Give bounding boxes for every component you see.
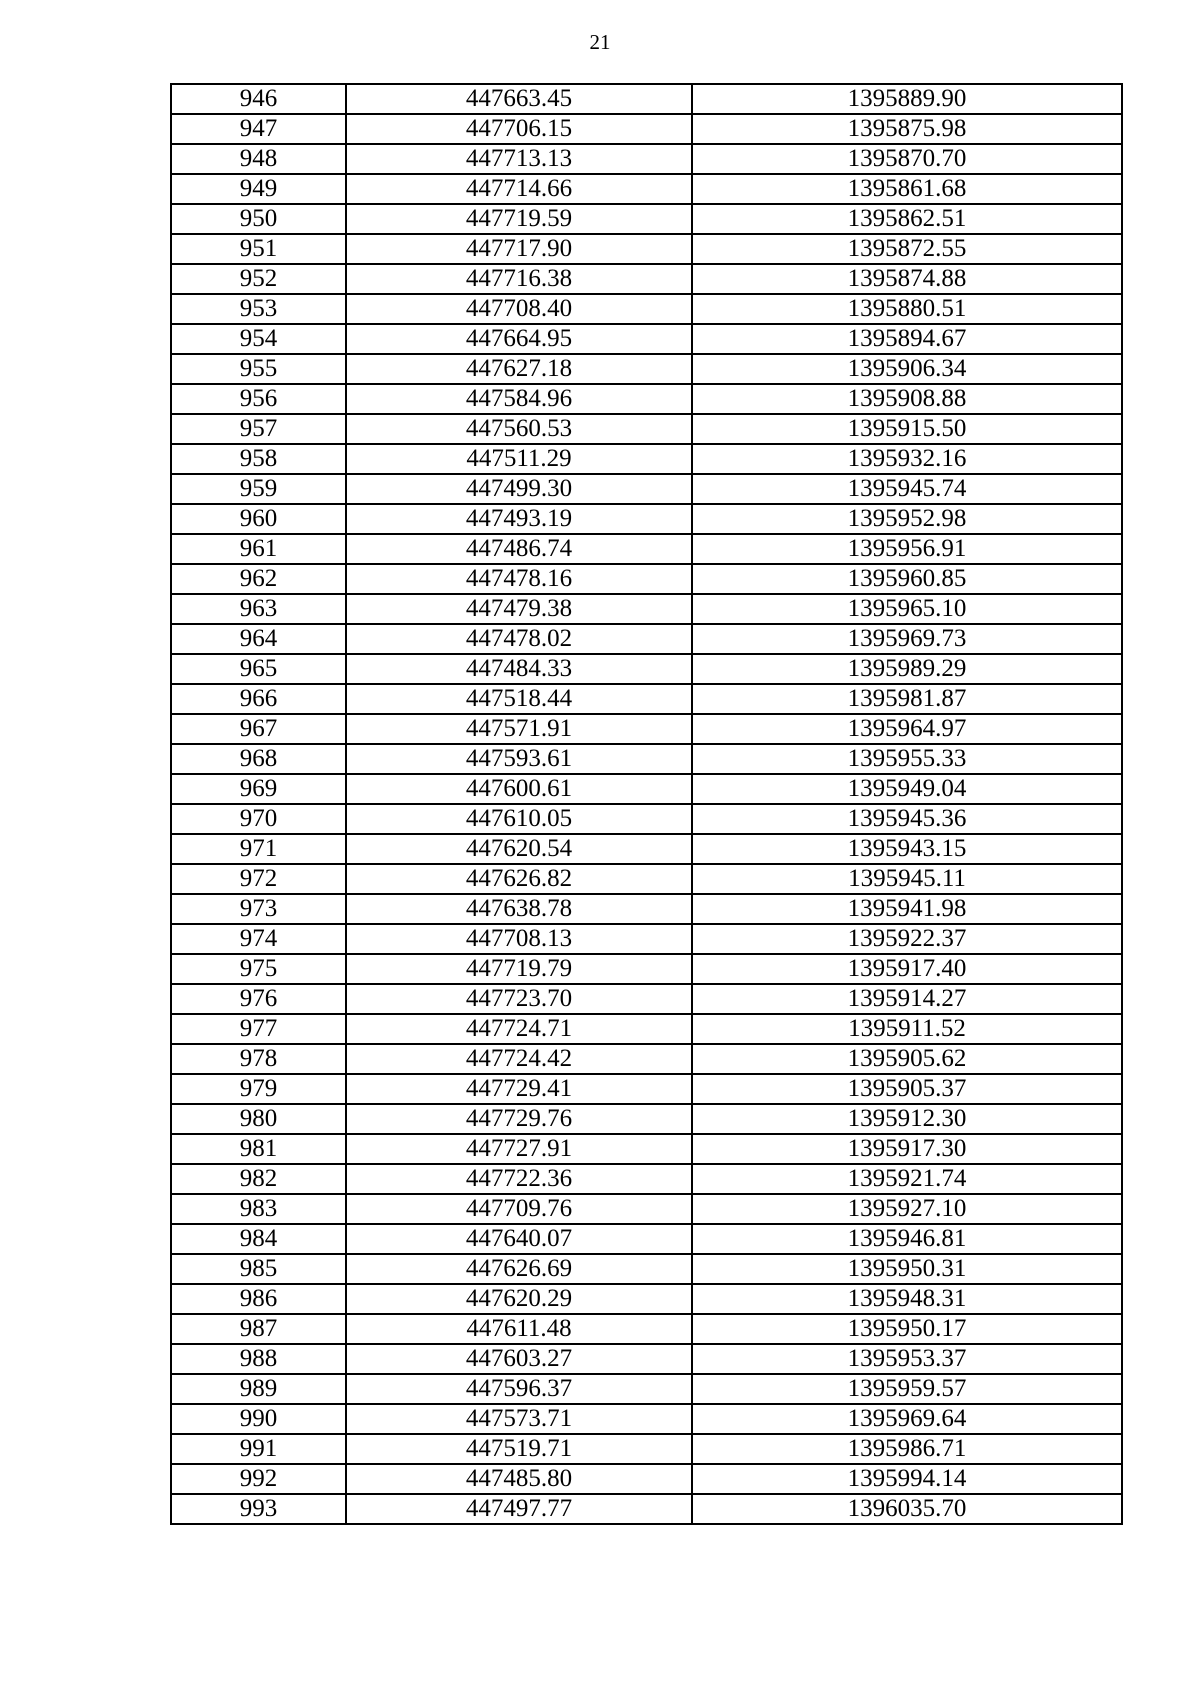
point-number-cell: 985 xyxy=(171,1254,346,1284)
y-coordinate-cell: 1395917.30 xyxy=(692,1134,1122,1164)
point-number-cell: 955 xyxy=(171,354,346,384)
table-row xyxy=(171,1404,1122,1434)
table-row xyxy=(171,1104,1122,1134)
point-number-cell: 961 xyxy=(171,534,346,564)
y-coordinate-cell: 1395927.10 xyxy=(692,1194,1122,1224)
y-coordinate-cell: 1395915.50 xyxy=(692,414,1122,444)
y-coordinate-cell: 1395943.15 xyxy=(692,834,1122,864)
table-row xyxy=(171,1374,1122,1404)
point-number-cell: 968 xyxy=(171,744,346,774)
table-row xyxy=(171,1284,1122,1314)
y-coordinate-cell: 1395906.34 xyxy=(692,354,1122,384)
y-coordinate-cell: 1395870.70 xyxy=(692,144,1122,174)
table-row xyxy=(171,1344,1122,1374)
point-number-cell: 991 xyxy=(171,1434,346,1464)
y-coordinate-cell: 1395981.87 xyxy=(692,684,1122,714)
point-number-cell: 957 xyxy=(171,414,346,444)
x-coordinate-cell: 447584.96 xyxy=(346,384,692,414)
point-number-cell: 989 xyxy=(171,1374,346,1404)
table-row xyxy=(171,204,1122,234)
point-number-cell: 981 xyxy=(171,1134,346,1164)
y-coordinate-cell: 1395861.68 xyxy=(692,174,1122,204)
point-number-cell: 972 xyxy=(171,864,346,894)
table-row xyxy=(171,804,1122,834)
y-coordinate-cell: 1395921.74 xyxy=(692,1164,1122,1194)
y-coordinate-cell: 1395905.37 xyxy=(692,1074,1122,1104)
table-row xyxy=(171,294,1122,324)
point-number-cell: 948 xyxy=(171,144,346,174)
x-coordinate-cell: 447663.45 xyxy=(346,84,692,114)
y-coordinate-cell: 1395986.71 xyxy=(692,1434,1122,1464)
y-coordinate-cell: 1395948.31 xyxy=(692,1284,1122,1314)
y-coordinate-cell: 1395949.04 xyxy=(692,774,1122,804)
x-coordinate-cell: 447706.15 xyxy=(346,114,692,144)
y-coordinate-cell: 1395880.51 xyxy=(692,294,1122,324)
table-row xyxy=(171,84,1122,114)
point-number-cell: 956 xyxy=(171,384,346,414)
x-coordinate-cell: 447638.78 xyxy=(346,894,692,924)
x-coordinate-cell: 447709.76 xyxy=(346,1194,692,1224)
y-coordinate-cell: 1395955.33 xyxy=(692,744,1122,774)
table-row xyxy=(171,1194,1122,1224)
point-number-cell: 976 xyxy=(171,984,346,1014)
x-coordinate-cell: 447719.79 xyxy=(346,954,692,984)
y-coordinate-cell: 1395994.14 xyxy=(692,1464,1122,1494)
x-coordinate-cell: 447571.91 xyxy=(346,714,692,744)
point-number-cell: 983 xyxy=(171,1194,346,1224)
x-coordinate-cell: 447610.05 xyxy=(346,804,692,834)
x-coordinate-cell: 447714.66 xyxy=(346,174,692,204)
table-row xyxy=(171,1134,1122,1164)
x-coordinate-cell: 447724.71 xyxy=(346,1014,692,1044)
point-number-cell: 969 xyxy=(171,774,346,804)
y-coordinate-cell: 1396035.70 xyxy=(692,1494,1122,1524)
point-number-cell: 966 xyxy=(171,684,346,714)
x-coordinate-cell: 447664.95 xyxy=(346,324,692,354)
x-coordinate-cell: 447722.36 xyxy=(346,1164,692,1194)
point-number-cell: 959 xyxy=(171,474,346,504)
point-number-cell: 946 xyxy=(171,84,346,114)
y-coordinate-cell: 1395872.55 xyxy=(692,234,1122,264)
point-number-cell: 975 xyxy=(171,954,346,984)
y-coordinate-cell: 1395889.90 xyxy=(692,84,1122,114)
point-number-cell: 949 xyxy=(171,174,346,204)
table-row xyxy=(171,984,1122,1014)
point-number-cell: 988 xyxy=(171,1344,346,1374)
y-coordinate-cell: 1395950.17 xyxy=(692,1314,1122,1344)
table-row xyxy=(171,384,1122,414)
point-number-cell: 967 xyxy=(171,714,346,744)
point-number-cell: 970 xyxy=(171,804,346,834)
y-coordinate-cell: 1395875.98 xyxy=(692,114,1122,144)
y-coordinate-cell: 1395969.64 xyxy=(692,1404,1122,1434)
table-row xyxy=(171,1464,1122,1494)
x-coordinate-cell: 447560.53 xyxy=(346,414,692,444)
point-number-cell: 977 xyxy=(171,1014,346,1044)
table-row xyxy=(171,624,1122,654)
table-row xyxy=(171,564,1122,594)
y-coordinate-cell: 1395950.31 xyxy=(692,1254,1122,1284)
y-coordinate-cell: 1395917.40 xyxy=(692,954,1122,984)
point-number-cell: 982 xyxy=(171,1164,346,1194)
table-row xyxy=(171,1254,1122,1284)
point-number-cell: 993 xyxy=(171,1494,346,1524)
x-coordinate-cell: 447573.71 xyxy=(346,1404,692,1434)
y-coordinate-cell: 1395912.30 xyxy=(692,1104,1122,1134)
table-row xyxy=(171,1224,1122,1254)
point-number-cell: 952 xyxy=(171,264,346,294)
point-number-cell: 971 xyxy=(171,834,346,864)
table-row xyxy=(171,174,1122,204)
x-coordinate-cell: 447497.77 xyxy=(346,1494,692,1524)
point-number-cell: 962 xyxy=(171,564,346,594)
table-row xyxy=(171,594,1122,624)
x-coordinate-cell: 447708.13 xyxy=(346,924,692,954)
y-coordinate-cell: 1395969.73 xyxy=(692,624,1122,654)
x-coordinate-cell: 447724.42 xyxy=(346,1044,692,1074)
table-row xyxy=(171,1164,1122,1194)
x-coordinate-cell: 447519.71 xyxy=(346,1434,692,1464)
point-number-cell: 986 xyxy=(171,1284,346,1314)
point-number-cell: 979 xyxy=(171,1074,346,1104)
y-coordinate-cell: 1395965.10 xyxy=(692,594,1122,624)
y-coordinate-cell: 1395945.74 xyxy=(692,474,1122,504)
y-coordinate-cell: 1395874.88 xyxy=(692,264,1122,294)
table-row xyxy=(171,534,1122,564)
table-row xyxy=(171,1314,1122,1344)
table-row xyxy=(171,1494,1122,1524)
y-coordinate-cell: 1395932.16 xyxy=(692,444,1122,474)
table-row xyxy=(171,654,1122,684)
page-number: 21 xyxy=(589,30,611,54)
y-coordinate-cell: 1395956.91 xyxy=(692,534,1122,564)
x-coordinate-cell: 447713.13 xyxy=(346,144,692,174)
point-number-cell: 990 xyxy=(171,1404,346,1434)
point-number-cell: 978 xyxy=(171,1044,346,1074)
point-number-cell: 992 xyxy=(171,1464,346,1494)
x-coordinate-cell: 447611.48 xyxy=(346,1314,692,1344)
point-number-cell: 950 xyxy=(171,204,346,234)
table-row xyxy=(171,894,1122,924)
coordinates-table-body xyxy=(171,84,1122,1524)
x-coordinate-cell: 447729.76 xyxy=(346,1104,692,1134)
point-number-cell: 953 xyxy=(171,294,346,324)
y-coordinate-cell: 1395945.11 xyxy=(692,864,1122,894)
table-row xyxy=(171,774,1122,804)
x-coordinate-cell: 447708.40 xyxy=(346,294,692,324)
y-coordinate-cell: 1395914.27 xyxy=(692,984,1122,1014)
x-coordinate-cell: 447486.74 xyxy=(346,534,692,564)
y-coordinate-cell: 1395946.81 xyxy=(692,1224,1122,1254)
point-number-cell: 958 xyxy=(171,444,346,474)
table-row xyxy=(171,1434,1122,1464)
table-row xyxy=(171,834,1122,864)
point-number-cell: 954 xyxy=(171,324,346,354)
x-coordinate-cell: 447478.02 xyxy=(346,624,692,654)
table-row xyxy=(171,954,1122,984)
y-coordinate-cell: 1395964.97 xyxy=(692,714,1122,744)
y-coordinate-cell: 1395952.98 xyxy=(692,504,1122,534)
table-row xyxy=(171,264,1122,294)
x-coordinate-cell: 447596.37 xyxy=(346,1374,692,1404)
y-coordinate-cell: 1395989.29 xyxy=(692,654,1122,684)
x-coordinate-cell: 447626.82 xyxy=(346,864,692,894)
y-coordinate-cell: 1395953.37 xyxy=(692,1344,1122,1374)
x-coordinate-cell: 447620.29 xyxy=(346,1284,692,1314)
x-coordinate-cell: 447626.69 xyxy=(346,1254,692,1284)
table-row xyxy=(171,354,1122,384)
table-row xyxy=(171,1044,1122,1074)
table-row xyxy=(171,1074,1122,1104)
table-row xyxy=(171,684,1122,714)
x-coordinate-cell: 447723.70 xyxy=(346,984,692,1014)
y-coordinate-cell: 1395862.51 xyxy=(692,204,1122,234)
x-coordinate-cell: 447499.30 xyxy=(346,474,692,504)
x-coordinate-cell: 447511.29 xyxy=(346,444,692,474)
point-number-cell: 987 xyxy=(171,1314,346,1344)
x-coordinate-cell: 447729.41 xyxy=(346,1074,692,1104)
y-coordinate-cell: 1395960.85 xyxy=(692,564,1122,594)
table-row xyxy=(171,744,1122,774)
table-row xyxy=(171,1014,1122,1044)
x-coordinate-cell: 447717.90 xyxy=(346,234,692,264)
table-row xyxy=(171,324,1122,354)
x-coordinate-cell: 447484.33 xyxy=(346,654,692,684)
table-row xyxy=(171,144,1122,174)
x-coordinate-cell: 447479.38 xyxy=(346,594,692,624)
y-coordinate-cell: 1395905.62 xyxy=(692,1044,1122,1074)
point-number-cell: 947 xyxy=(171,114,346,144)
y-coordinate-cell: 1395922.37 xyxy=(692,924,1122,954)
point-number-cell: 951 xyxy=(171,234,346,264)
x-coordinate-cell: 447727.91 xyxy=(346,1134,692,1164)
table-row xyxy=(171,714,1122,744)
point-number-cell: 974 xyxy=(171,924,346,954)
y-coordinate-cell: 1395911.52 xyxy=(692,1014,1122,1044)
point-number-cell: 960 xyxy=(171,504,346,534)
x-coordinate-cell: 447627.18 xyxy=(346,354,692,384)
point-number-cell: 973 xyxy=(171,894,346,924)
point-number-cell: 965 xyxy=(171,654,346,684)
table-row xyxy=(171,864,1122,894)
table-row xyxy=(171,414,1122,444)
x-coordinate-cell: 447593.61 xyxy=(346,744,692,774)
table-row xyxy=(171,474,1122,504)
y-coordinate-cell: 1395908.88 xyxy=(692,384,1122,414)
y-coordinate-cell: 1395894.67 xyxy=(692,324,1122,354)
x-coordinate-cell: 447518.44 xyxy=(346,684,692,714)
x-coordinate-cell: 447603.27 xyxy=(346,1344,692,1374)
x-coordinate-cell: 447620.54 xyxy=(346,834,692,864)
y-coordinate-cell: 1395945.36 xyxy=(692,804,1122,834)
point-number-cell: 964 xyxy=(171,624,346,654)
y-coordinate-cell: 1395959.57 xyxy=(692,1374,1122,1404)
x-coordinate-cell: 447485.80 xyxy=(346,1464,692,1494)
y-coordinate-cell: 1395941.98 xyxy=(692,894,1122,924)
point-number-cell: 963 xyxy=(171,594,346,624)
x-coordinate-cell: 447719.59 xyxy=(346,204,692,234)
x-coordinate-cell: 447600.61 xyxy=(346,774,692,804)
table-row xyxy=(171,444,1122,474)
table-row xyxy=(171,504,1122,534)
x-coordinate-cell: 447640.07 xyxy=(346,1224,692,1254)
point-number-cell: 984 xyxy=(171,1224,346,1254)
table-row xyxy=(171,234,1122,264)
x-coordinate-cell: 447478.16 xyxy=(346,564,692,594)
table-row xyxy=(171,924,1122,954)
x-coordinate-cell: 447716.38 xyxy=(346,264,692,294)
table-row xyxy=(171,114,1122,144)
x-coordinate-cell: 447493.19 xyxy=(346,504,692,534)
coordinates-table xyxy=(170,83,1123,1525)
point-number-cell: 980 xyxy=(171,1104,346,1134)
